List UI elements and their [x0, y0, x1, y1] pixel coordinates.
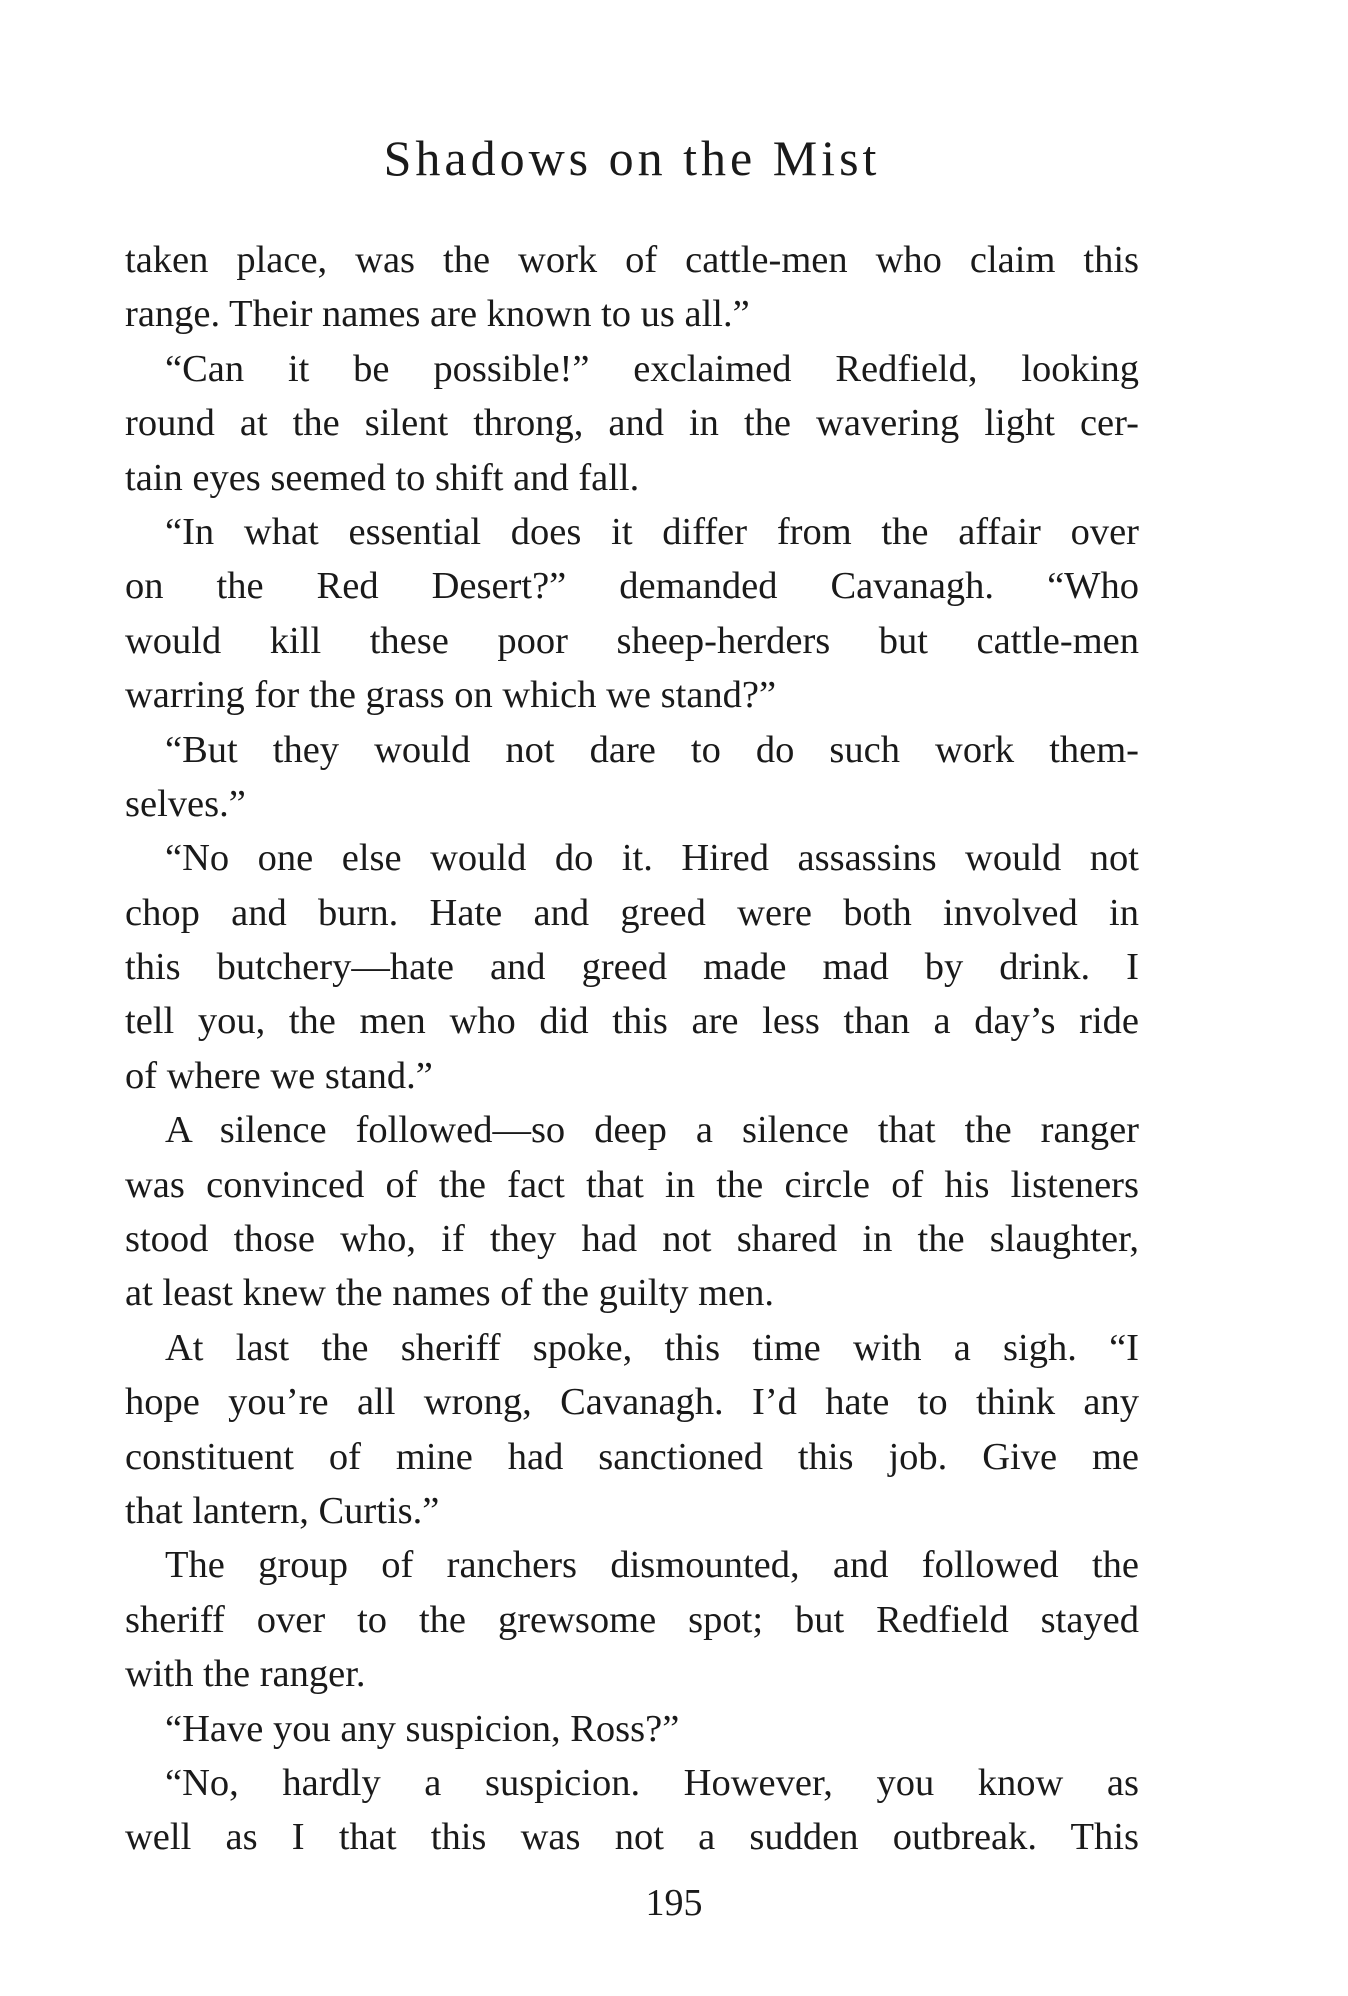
text-line: selves.”: [125, 782, 246, 825]
text-line: “But they would not dare to do such work them-: [165, 728, 1139, 771]
text-line: hope you’re all wrong, Cavanagh. I’d hate to think any: [125, 1381, 1139, 1424]
text-line: round at the silent throng, and in the wavering light cer-: [125, 402, 1139, 445]
text-line: constituent of mine had sanctioned this job. Give me: [125, 1435, 1139, 1478]
running-title: Shadows on the Mist: [383, 130, 881, 186]
text-line: would kill these poor sheep-herders but cattle-men: [125, 619, 1139, 662]
text-line: with the ranger.: [125, 1653, 366, 1696]
text-line: range. Their names are known to us all.”: [125, 293, 750, 336]
page-number: 195: [645, 1882, 703, 1924]
text-line: “No one else would do it. Hired assassins would not: [165, 837, 1139, 880]
text-line: this butchery—hate and greed made mad by drink. I: [125, 946, 1139, 989]
text-line: “In what essential does it differ from the affair over: [165, 510, 1139, 553]
text-line: of where we stand.”: [125, 1054, 433, 1097]
text-line: “No, hardly a suspicion. However, you know as: [165, 1761, 1139, 1804]
text-line: well as I that this was not a sudden outbreak. This: [125, 1816, 1139, 1859]
text-line: tell you, the men who did this are less than a day’s ride: [125, 1000, 1139, 1043]
body-text: [125, 233, 1139, 1865]
text-line: taken place, was the work of cattle-men who claim this: [125, 239, 1139, 281]
text-line: The group of ranchers dismounted, and followed the: [165, 1544, 1139, 1587]
text-line: At last the sheriff spoke, this time with a sigh. “I: [165, 1326, 1139, 1369]
text-line: at least knew the names of the guilty men.: [125, 1272, 774, 1315]
text-line: sheriff over to the grewsome spot; but Redfield stayed: [125, 1598, 1139, 1641]
text-line: tain eyes seemed to shift and fall.: [125, 456, 640, 499]
text-line: was convinced of the fact that in the circle of his listeners: [125, 1163, 1139, 1206]
text-line: A silence followed—so deep a silence that the ranger: [165, 1109, 1139, 1152]
text-line: stood those who, if they had not shared in the slaughter,: [125, 1218, 1139, 1261]
text-line: on the Red Desert?” demanded Cavanagh. “Who: [125, 565, 1139, 608]
text-line: “Have you any suspicion, Ross?”: [165, 1707, 680, 1750]
text-line: “Can it be possible!” exclaimed Redfield, looking: [165, 347, 1139, 390]
text-line: that lantern, Curtis.”: [125, 1489, 440, 1532]
text-line: chop and burn. Hate and greed were both involved in: [125, 891, 1139, 934]
text-line: warring for the grass on which we stand?”: [125, 674, 777, 717]
